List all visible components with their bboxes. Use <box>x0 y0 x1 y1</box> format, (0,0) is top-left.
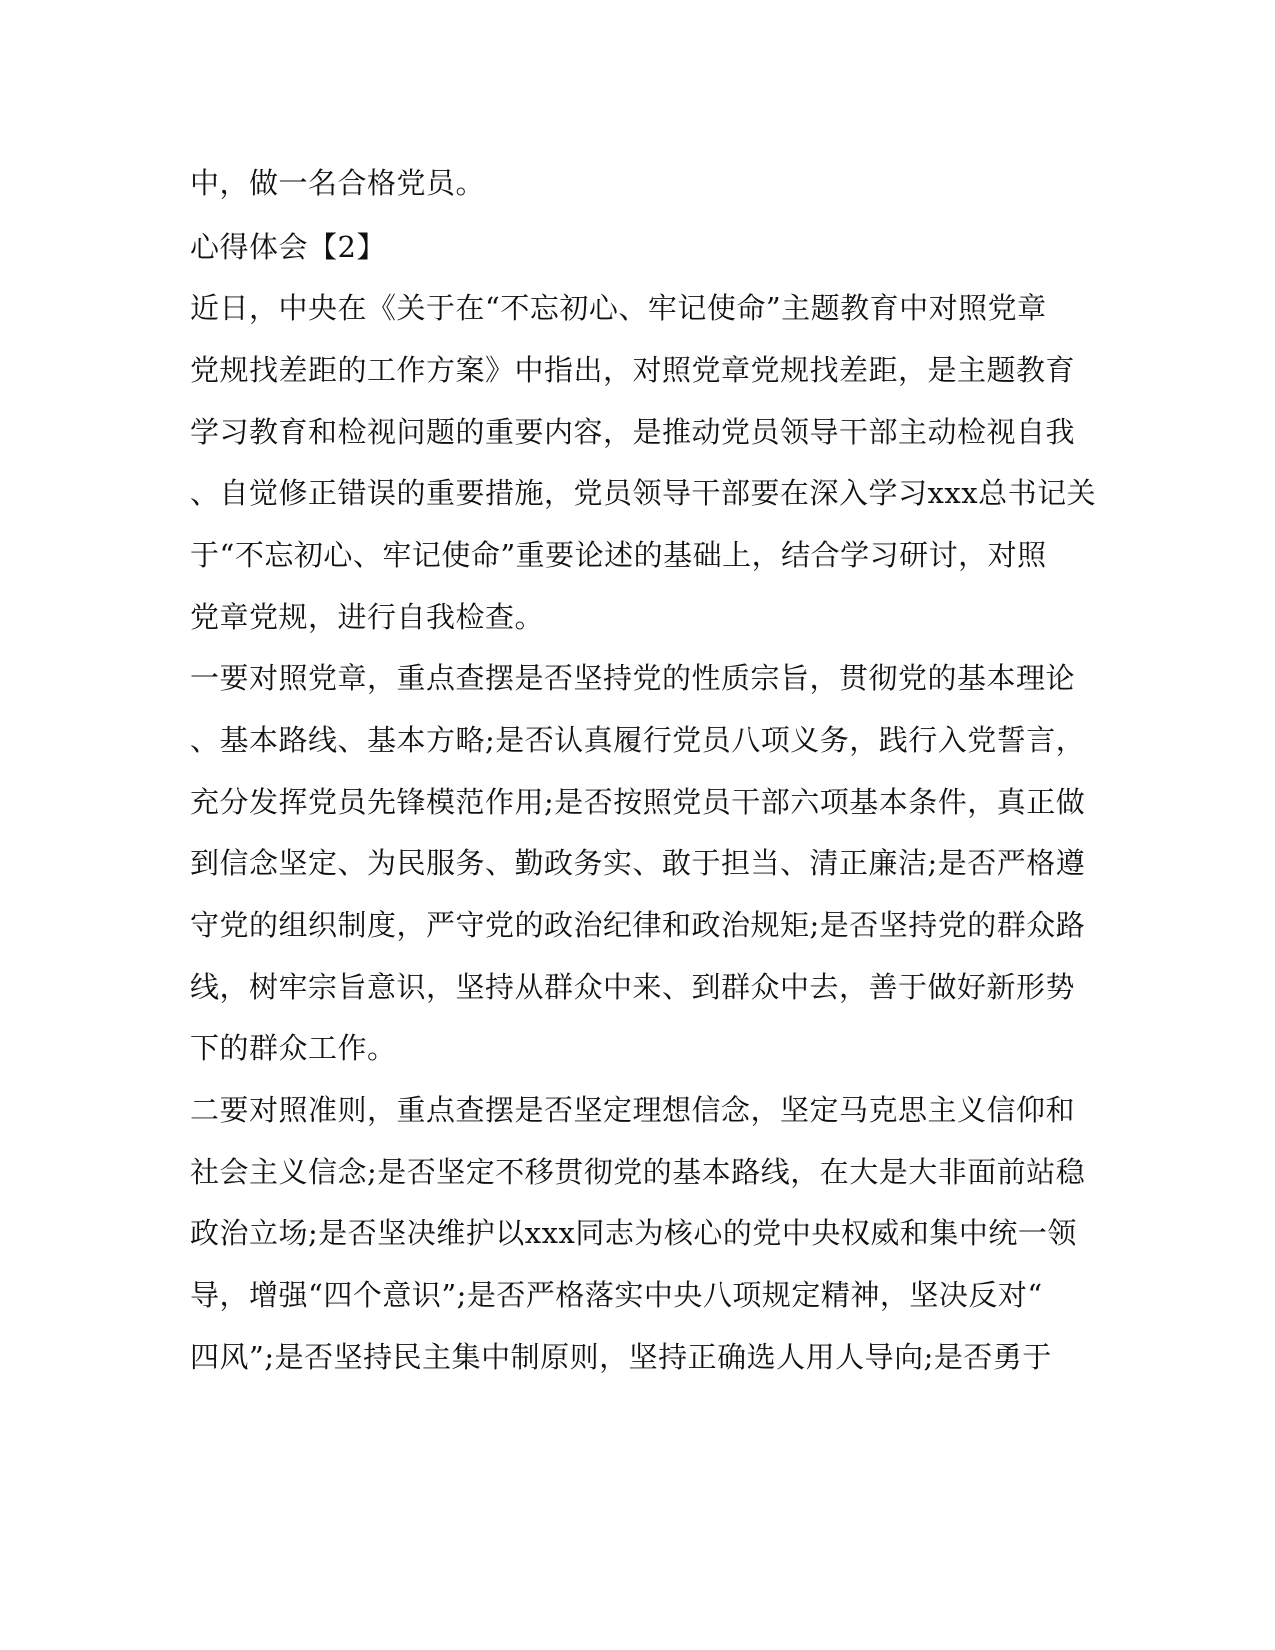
text-line: 一要对照党章，重点查摆是否坚持党的性质宗旨，贯彻党的基本理论 <box>190 661 1076 695</box>
text-line: 四风”;是否坚持民主集中制原则，坚持正确选人用人导向;是否勇于 <box>190 1340 1052 1374</box>
text-line: 到信念坚定、为民服务、勤政务实、敢于担当、清正廉洁;是否严格遵 <box>190 846 1086 880</box>
text-line: 社会主义信念;是否坚定不移贯彻党的基本路线，在大是大非面前站稳 <box>190 1155 1086 1189</box>
text-line: 中，做一名合格党员。 <box>190 166 486 200</box>
text-line: 线，树牢宗旨意识，坚持从群众中来、到群众中去，善于做好新形势 <box>190 970 1076 1004</box>
text-line: 、自觉修正错误的重要措施，党员领导干部要在深入学习xxx总书记关 <box>190 476 1097 510</box>
section-heading: 心得体会【2】 <box>190 230 386 264</box>
text-line: 二要对照准则，重点查摆是否坚定理想信念，坚定马克思主义信仰和 <box>190 1093 1076 1127</box>
text-line: 党规找差距的工作方案》中指出，对照党章党规找差距，是主题教育 <box>190 353 1076 387</box>
text-line: 于“不忘初心、牢记使命”重要论述的基础上，结合学习研讨，对照 <box>190 538 1047 572</box>
text-line: 下的群众工作。 <box>190 1031 397 1065</box>
text-line: 政治立场;是否坚决维护以xxx同志为核心的党中央权威和集中统一领 <box>190 1216 1077 1250</box>
text-line: 充分发挥党员先锋模范作用;是否按照党员干部六项基本条件，真正做 <box>190 785 1086 819</box>
text-line: 党章党规，进行自我检查。 <box>190 600 545 634</box>
text-line: 、基本路线、基本方略;是否认真履行党员八项义务，践行入党誓言， <box>190 723 1086 757</box>
text-line: 导，增强“四个意识”;是否严格落实中央八项规定精神，坚决反对“ <box>190 1278 1043 1312</box>
text-line: 守党的组织制度，严守党的政治纪律和政治规矩;是否坚持党的群众路 <box>190 908 1086 942</box>
text-line: 近日，中央在《关于在“不忘初心、牢记使命”主题教育中对照党章 <box>190 291 1047 325</box>
text-line: 学习教育和检视问题的重要内容，是推动党员领导干部主动检视自我 <box>190 415 1076 449</box>
